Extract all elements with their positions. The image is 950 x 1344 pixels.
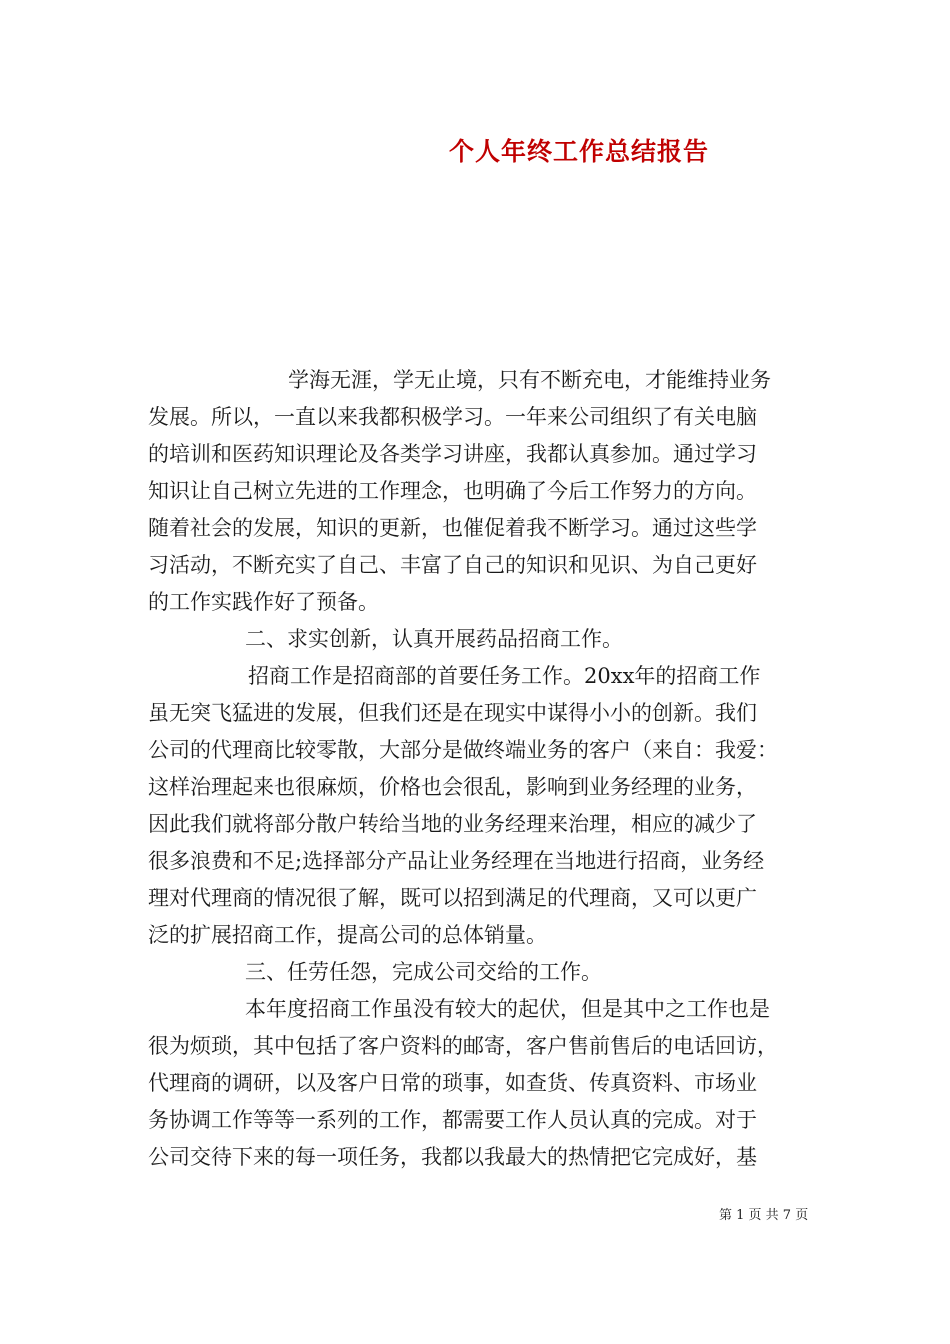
body-line: 招商工作是招商部的首要任务工作。20xx年的招商工作 xyxy=(248,664,761,688)
body-line: 本年度招商工作虽没有较大的起伏，但是其中之工作也是 xyxy=(245,997,770,1021)
body-line: 三、任劳任怨，完成公司交给的工作。 xyxy=(245,960,602,984)
body-line: 虽无突飞猛进的发展，但我们还是在现实中谋得小小的创新。我们 xyxy=(148,701,757,725)
body-line: 习活动，不断充实了自己、丰富了自己的知识和见识、为自己更好 xyxy=(148,553,757,577)
body-line: 泛的扩展招商工作，提高公司的总体销量。 xyxy=(148,923,547,947)
body-line: 公司的代理商比较零散，大部分是做终端业务的客户（来自：我爱： xyxy=(148,738,778,762)
body-line: 因此我们就将部分散户转给当地的业务经理来治理，相应的减少了 xyxy=(148,812,757,836)
body-line: 随着社会的发展，知识的更新，也催促着我不断学习。通过这些学 xyxy=(148,516,757,540)
body-line: 公司交待下来的每一项任务，我都以我最大的热情把它完成好，基 xyxy=(148,1145,757,1169)
document-body xyxy=(148,362,808,1176)
body-line: 二、求实创新，认真开展药品招商工作。 xyxy=(245,627,623,651)
body-line: 知识让自己树立先进的工作理念，也明确了今后工作努力的方向。 xyxy=(148,479,757,503)
document-title: 个人年终工作总结报告 xyxy=(449,137,710,166)
body-line: 很多浪费和不足;选择部分产品让业务经理在当地进行招商，业务经 xyxy=(148,849,765,873)
body-line: 理对代理商的情况很了解，既可以招到满足的代理商，又可以更广 xyxy=(148,886,757,910)
page-number-footer: 第 1 页 共 7 页 xyxy=(719,1208,809,1223)
body-line: 务协调工作等等一系列的工作，都需要工作人员认真的完成。对于 xyxy=(148,1108,757,1132)
body-line: 的工作实践作好了预备。 xyxy=(148,590,379,614)
body-line: 这样治理起来也很麻烦，价格也会很乱，影响到业务经理的业务， xyxy=(148,775,757,799)
body-line: 的培训和医药知识理论及各类学习讲座，我都认真参加。通过学习 xyxy=(148,442,757,466)
body-line: 代理商的调研，以及客户日常的琐事，如查货、传真资料、市场业 xyxy=(148,1071,757,1095)
body-line: 学海无涯，学无止境，只有不断充电，才能维持业务 xyxy=(288,368,771,392)
body-line: 发展。所以，一直以来我都积极学习。一年来公司组织了有关电脑 xyxy=(148,405,757,429)
body-line: 很为烦琐，其中包括了客户资料的邮寄，客户售前售后的电话回访， xyxy=(148,1034,778,1058)
